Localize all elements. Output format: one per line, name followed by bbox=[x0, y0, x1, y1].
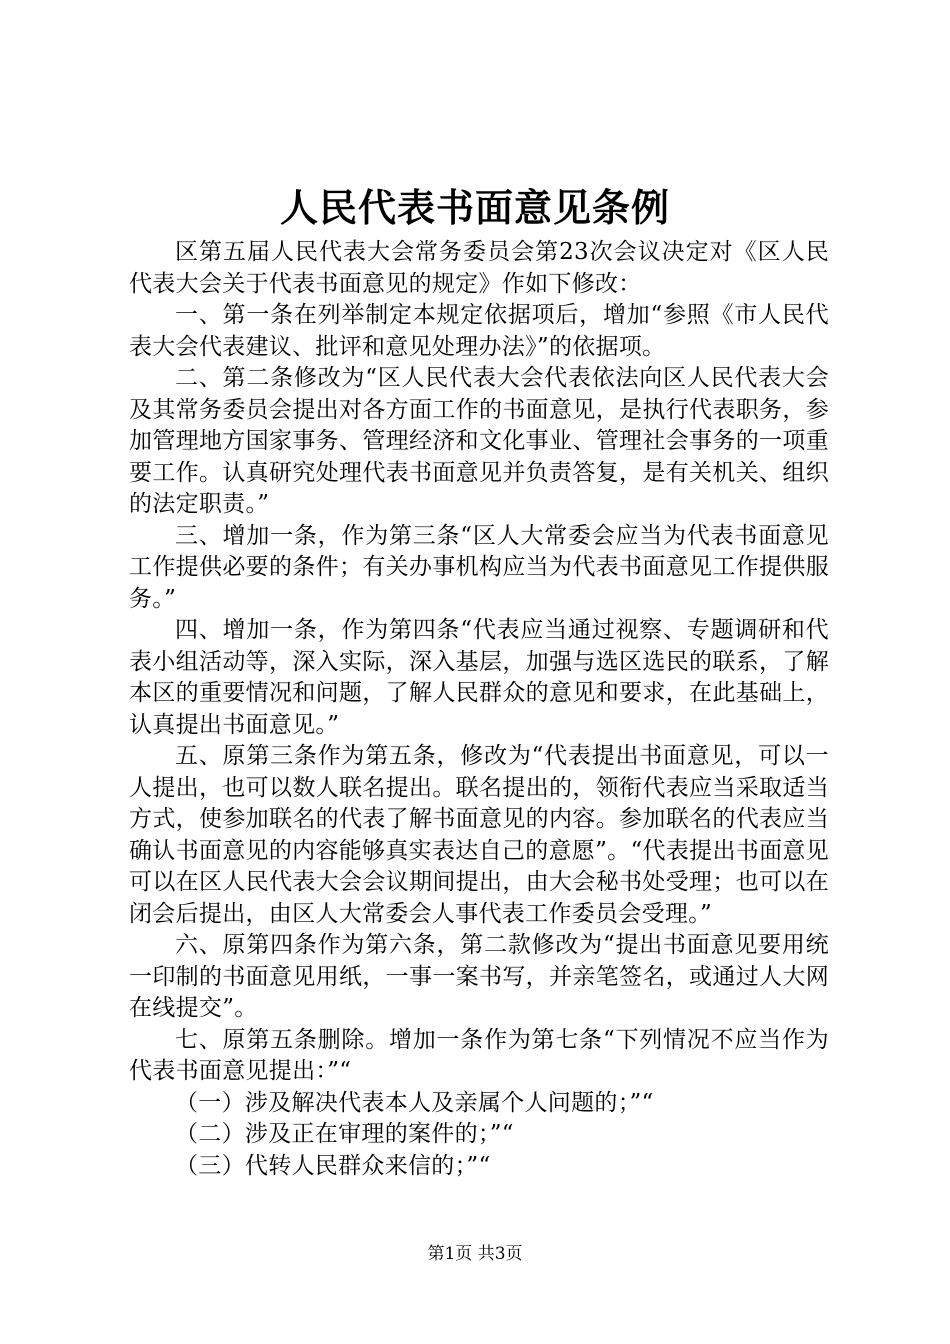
paragraph-subitem-2: （二）涉及正在审理的案件的；”“ bbox=[175, 1121, 514, 1147]
paragraph-subitem-3: （三）代转人民群众来信的；”“ bbox=[175, 1152, 491, 1179]
paragraph-item-1: 一、第一条在列举制定本规定依据项后，增加“参照《市人民代表大会代表建议、批评和意见处理办法》”的依据项。 bbox=[129, 302, 829, 360]
paragraph-item-2: 二、第二条修改为“区人民代表大会代表依法向区人民代表大会及其常务委员会提出对各方面工作的书面意见，是执行代表职务，参加管理地方国家事务、管理经济和文化事业、管理社会事务的一项重要工作。认真研究处理代表书面意见并负责答复，是有关机关、组织的法定职责。” bbox=[129, 365, 829, 517]
paragraph-item-4: 四、增加一条，作为第四条“代表应当通过视察、专题调研和代表小组活动等，深入实际，深入基层，加强与选区选民的联系，了解本区的重要情况和问题，了解人民群众的意见和要求，在此基础上，认真提出书面意见。” bbox=[129, 617, 829, 738]
paragraph-subitem-1: （一）涉及解决代表本人及亲属个人问题的；”“ bbox=[175, 1089, 654, 1116]
document-body bbox=[129, 237, 829, 1182]
page-number-footer: 第1页 共3页 bbox=[427, 1244, 523, 1264]
paragraph-intro: 区第五届人民代表大会常务委员会第23次会议决定对《区人民代表大会关于代表书面意见的规定》作如下修改： bbox=[129, 239, 829, 297]
document-title: 人民代表书面意见条例 bbox=[279, 185, 670, 230]
paragraph-item-3: 三、增加一条，作为第三条“区人大常委会应当为代表书面意见工作提供必要的条件；有关办事机构应当为代表书面意见工作提供服务。” bbox=[129, 522, 829, 612]
paragraph-item-6: 六、原第四条作为第六条，第二款修改为“提出书面意见要用统一印制的书面意见用纸，一事一案书写，并亲笔签名，或通过人大网在线提交”。 bbox=[129, 932, 829, 1021]
paragraph-item-7: 七、原第五条删除。增加一条作为第七条“下列情况不应当作为代表书面意见提出：”“ bbox=[129, 1026, 829, 1084]
paragraph-item-5: 五、原第三条作为第五条，修改为“代表提出书面意见，可以一人提出，也可以数人联名提出。联名提出的，领衔代表应当采取适当方式，使参加联名的代表了解书面意见的内容。参加联名的代表应当确认书面意见的内容能够真实表达自己的意愿”。“代表提出书面意见可以在区人民代表大会会议期间提出，由大会秘书处受理；也可以在闭会后提出，由区人大常委会人事代表工作委员会受理。” bbox=[129, 743, 829, 927]
